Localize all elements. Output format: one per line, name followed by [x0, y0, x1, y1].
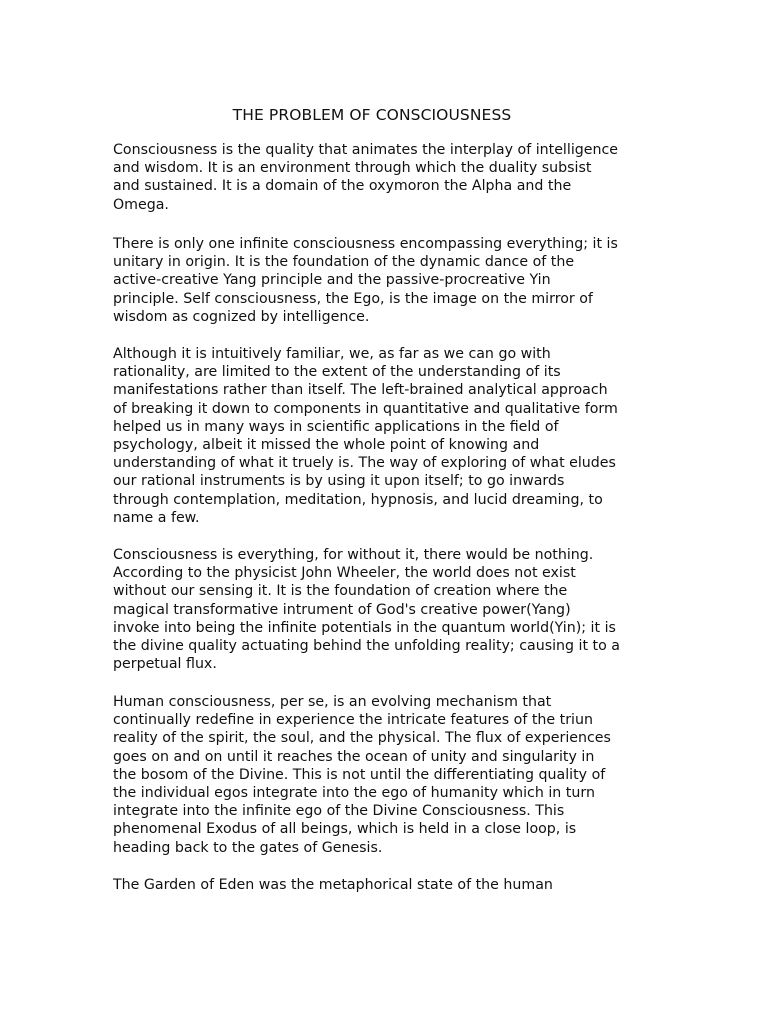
document-title: THE PROBLEM OF CONSCIOUSNESS — [232, 106, 512, 124]
text-line: wisdom as cognized by intelligence. — [113, 308, 370, 325]
text-line: Consciousness is the quality that animates the interplay of intelligence — [113, 142, 619, 158]
text-line: rationality, are limited to the extent of the understanding of its — [113, 364, 561, 381]
text-line: name a few. — [113, 509, 200, 526]
text-line: Consciousness is everything, for without it, there would be nothing. — [113, 547, 594, 563]
text-line: and sustained. It is a domain of the oxymoron the Alpha and the — [113, 178, 572, 195]
text-line: There is only one infinite consciousness encompassing everything; it is — [113, 236, 618, 252]
text-line: continually redefine in experience the intricate features of the triun — [113, 712, 593, 729]
text-line: of breaking it down to components in quantitative and qualitative form — [113, 400, 618, 417]
paragraph — [113, 876, 653, 894]
text-line: Human consciousness, per se, is an evolving mechanism that — [113, 694, 552, 710]
text-line: unitary in origin. It is the foundation of the dynamic dance of the — [113, 254, 575, 271]
text-line: psychology, albeit it missed the whole point of knowing and — [113, 437, 540, 454]
text-line: perpetual flux. — [113, 656, 217, 673]
text-line: helped us in many ways in scientific applications in the field of — [113, 418, 559, 435]
text-line: Although it is intuitively familiar, we, as far as we can go with — [113, 346, 551, 362]
text-line: manifestations rather than itself. The left-brained analytical approach — [113, 382, 608, 399]
text-line: the divine quality actuating behind the unfolding reality; causing it to a — [113, 638, 620, 655]
text-line: the bosom of the Divine. This is not until the differentiating quality of — [113, 766, 606, 783]
text-line: understanding of what it truely is. The way of exploring of what eludes — [113, 455, 616, 472]
text-line: integrate into the infinite ego of the Divine Consciousness. This — [113, 803, 565, 820]
text-line: active-creative Yang principle and the passive-procreative Yin — [113, 272, 551, 289]
paragraph — [113, 345, 653, 527]
text-line: through contemplation, meditation, hypnosis, and lucid dreaming, to — [113, 491, 603, 508]
text-line: invoke into being the infinite potentials in the quantum world(Yin); it is — [113, 619, 616, 636]
text-line: magical transformative intrument of God's creative power(Yang) — [113, 601, 571, 618]
text-line: principle. Self consciousness, the Ego, is the image on the mirror of — [113, 290, 593, 307]
paragraph — [113, 235, 653, 326]
text-line: heading back to the gates of Genesis. — [113, 839, 383, 856]
text-line: and wisdom. It is an environment through which the duality subsist — [113, 160, 592, 177]
text-line: our rational instruments is by using it upon itself; to go inwards — [113, 473, 565, 490]
text-line: phenomenal Exodus of all beings, which is held in a close loop, is — [113, 821, 577, 838]
text-line: According to the physicist John Wheeler, the world does not exist — [113, 565, 576, 582]
paragraph — [113, 546, 653, 673]
text-line: goes on and on until it reaches the ocean of unity and singularity in — [113, 748, 595, 765]
paragraph — [113, 693, 653, 857]
text-line: reality of the spirit, the soul, and the physical. The flux of experiences — [113, 730, 611, 747]
text-line: The Garden of Eden was the metaphorical state of the human — [113, 877, 553, 893]
text-line: the individual egos integrate into the ego of humanity which in turn — [113, 785, 595, 802]
text-line: Omega. — [113, 196, 169, 213]
text-line: without our sensing it. It is the foundation of creation where the — [113, 583, 568, 600]
paragraph — [113, 141, 653, 214]
